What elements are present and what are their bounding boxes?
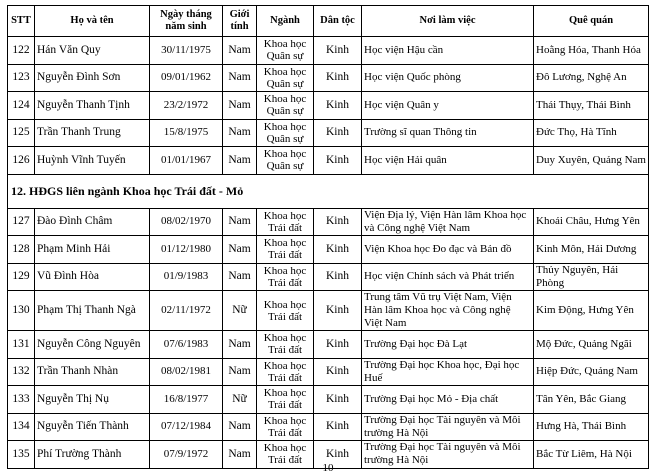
ethnicity-cell: Kinh (314, 386, 362, 414)
field-cell: Khoa học Trái đất (257, 291, 314, 331)
table-row (8, 92, 649, 120)
table-row (8, 208, 649, 236)
table-row (8, 147, 649, 175)
workplace-cell: Viện Khoa học Đo đạc và Bản đồ (362, 236, 534, 264)
ethnicity-cell: Kinh (314, 236, 362, 264)
hometown-cell: Hoằng Hóa, Thanh Hóa (534, 37, 649, 65)
table-row (8, 413, 649, 441)
dob-cell: 16/8/1977 (150, 386, 223, 414)
dob-cell: 23/2/1972 (150, 92, 223, 120)
field-cell: Khoa học Trái đất (257, 358, 314, 386)
workplace-cell: Trường Đại học Khoa học, Đại học Huế (362, 358, 534, 386)
workplace-cell: Học viện Chính sách và Phát triển (362, 263, 534, 291)
stt-cell: 132 (8, 358, 35, 386)
name-cell: Vũ Đình Hòa (35, 263, 150, 291)
name-cell: Phí Trường Thành (35, 441, 150, 469)
stt-cell: 125 (8, 119, 35, 147)
candidates-table (7, 5, 649, 469)
gender-cell: Nam (223, 37, 257, 65)
workplace-cell: Học viện Hải quân (362, 147, 534, 175)
header-stt: STT (8, 6, 35, 37)
hometown-cell: Đức Thọ, Hà Tĩnh (534, 119, 649, 147)
stt-cell: 131 (8, 331, 35, 359)
name-cell: Nguyễn Thị Nụ (35, 386, 150, 414)
workplace-cell: Học viện Hậu cần (362, 37, 534, 65)
stt-cell: 134 (8, 413, 35, 441)
workplace-cell: Trường Đại học Tài nguyên và Môi trường Hà Nội (362, 413, 534, 441)
header-name: Họ và tên (35, 6, 150, 37)
stt-cell: 135 (8, 441, 35, 469)
gender-cell: Nam (223, 92, 257, 120)
table-row (8, 386, 649, 414)
gender-cell: Nam (223, 119, 257, 147)
stt-cell: 127 (8, 208, 35, 236)
workplace-cell: Viện Địa lý, Viện Hàn lâm Khoa học và Công nghệ Việt Nam (362, 208, 534, 236)
hometown-cell: Duy Xuyên, Quảng Nam (534, 147, 649, 175)
ethnicity-cell: Kinh (314, 358, 362, 386)
field-cell: Khoa học Quân sự (257, 147, 314, 175)
header-workplace: Nơi làm việc (362, 6, 534, 37)
name-cell: Phạm Minh Hải (35, 236, 150, 264)
dob-cell: 09/01/1962 (150, 64, 223, 92)
ethnicity-cell: Kinh (314, 208, 362, 236)
hometown-cell: Đô Lương, Nghệ An (534, 64, 649, 92)
name-cell: Phạm Thị Thanh Ngà (35, 291, 150, 331)
table-row (8, 358, 649, 386)
dob-cell: 08/02/1981 (150, 358, 223, 386)
workplace-cell: Trường Đại học Tài nguyên và Môi trường Hà Nội (362, 441, 534, 469)
hometown-cell: Tân Yên, Bắc Giang (534, 386, 649, 414)
dob-cell: 08/02/1970 (150, 208, 223, 236)
gender-cell: Nam (223, 413, 257, 441)
name-cell: Nguyễn Đình Sơn (35, 64, 150, 92)
stt-cell: 129 (8, 263, 35, 291)
name-cell: Hán Văn Quy (35, 37, 150, 65)
name-cell: Trần Thanh Trung (35, 119, 150, 147)
gender-cell: Nữ (223, 291, 257, 331)
workplace-cell: Trường Đại học Mỏ - Địa chất (362, 386, 534, 414)
hometown-cell: Thủy Nguyên, Hải Phòng (534, 263, 649, 291)
dob-cell: 07/12/1984 (150, 413, 223, 441)
field-cell: Khoa học Trái đất (257, 386, 314, 414)
name-cell: Nguyễn Tiến Thành (35, 413, 150, 441)
gender-cell: Nam (223, 147, 257, 175)
ethnicity-cell: Kinh (314, 413, 362, 441)
stt-cell: 126 (8, 147, 35, 175)
stt-cell: 130 (8, 291, 35, 331)
hometown-cell: Khoái Châu, Hưng Yên (534, 208, 649, 236)
stt-cell: 133 (8, 386, 35, 414)
field-cell: Khoa học Quân sự (257, 119, 314, 147)
field-cell: Khoa học Quân sự (257, 64, 314, 92)
dob-cell: 02/11/1972 (150, 291, 223, 331)
ethnicity-cell: Kinh (314, 291, 362, 331)
gender-cell: Nam (223, 441, 257, 469)
hometown-cell: Bắc Từ Liêm, Hà Nội (534, 441, 649, 469)
ethnicity-cell: Kinh (314, 119, 362, 147)
field-cell: Khoa học Trái đất (257, 208, 314, 236)
ethnicity-cell: Kinh (314, 331, 362, 359)
workplace-cell: Trường sĩ quan Thông tin (362, 119, 534, 147)
hometown-cell: Hưng Hà, Thái Bình (534, 413, 649, 441)
stt-cell: 122 (8, 37, 35, 65)
field-cell: Khoa học Quân sự (257, 92, 314, 120)
dob-cell: 07/6/1983 (150, 331, 223, 359)
table-row (8, 119, 649, 147)
header-field: Ngành (257, 6, 314, 37)
table-row (8, 331, 649, 359)
gender-cell: Nam (223, 208, 257, 236)
dob-cell: 15/8/1975 (150, 119, 223, 147)
header-gender: Giới tính (223, 6, 257, 37)
workplace-cell: Học viện Quốc phòng (362, 64, 534, 92)
dob-cell: 01/01/1967 (150, 147, 223, 175)
hometown-cell: Hiệp Đức, Quảng Nam (534, 358, 649, 386)
section-row (8, 174, 649, 208)
ethnicity-cell: Kinh (314, 37, 362, 65)
header-dob: Ngày tháng năm sinh (150, 6, 223, 37)
field-cell: Khoa học Trái đất (257, 413, 314, 441)
name-cell: Đào Đình Châm (35, 208, 150, 236)
workplace-cell: Học viện Quân y (362, 92, 534, 120)
field-cell: Khoa học Trái đất (257, 236, 314, 264)
ethnicity-cell: Kinh (314, 147, 362, 175)
field-cell: Khoa học Trái đất (257, 263, 314, 291)
table-row (8, 64, 649, 92)
field-cell: Khoa học Quân sự (257, 37, 314, 65)
gender-cell: Nam (223, 331, 257, 359)
hometown-cell: Kinh Môn, Hải Dương (534, 236, 649, 264)
hometown-cell: Kim Động, Hưng Yên (534, 291, 649, 331)
table-row (8, 236, 649, 264)
ethnicity-cell: Kinh (314, 441, 362, 469)
header-hometown: Quê quán (534, 6, 649, 37)
dob-cell: 30/11/1975 (150, 37, 223, 65)
ethnicity-cell: Kinh (314, 263, 362, 291)
stt-cell: 123 (8, 64, 35, 92)
table-row (8, 263, 649, 291)
dob-cell: 07/9/1972 (150, 441, 223, 469)
header-ethnicity: Dân tộc (314, 6, 362, 37)
workplace-cell: Trung tâm Vũ trụ Việt Nam, Viện Hàn lâm Khoa học và Công nghệ Việt Nam (362, 291, 534, 331)
dob-cell: 01/12/1980 (150, 236, 223, 264)
name-cell: Trần Thanh Nhàn (35, 358, 150, 386)
name-cell: Nguyễn Thanh Tịnh (35, 92, 150, 120)
header-row (8, 6, 649, 37)
section-title: 12. HĐGS liên ngành Khoa học Trái đất - Mỏ (8, 174, 649, 208)
ethnicity-cell: Kinh (314, 64, 362, 92)
gender-cell: Nam (223, 358, 257, 386)
table-row (8, 291, 649, 331)
ethnicity-cell: Kinh (314, 92, 362, 120)
field-cell: Khoa học Trái đất (257, 441, 314, 469)
field-cell: Khoa học Trái đất (257, 331, 314, 359)
page-number: 10 (322, 462, 334, 474)
stt-cell: 128 (8, 236, 35, 264)
hometown-cell: Mộ Đức, Quảng Ngãi (534, 331, 649, 359)
table-row (8, 37, 649, 65)
gender-cell: Nam (223, 236, 257, 264)
workplace-cell: Trường Đại học Đà Lạt (362, 331, 534, 359)
name-cell: Nguyễn Công Nguyên (35, 331, 150, 359)
hometown-cell: Thái Thụy, Thái Bình (534, 92, 649, 120)
gender-cell: Nam (223, 64, 257, 92)
gender-cell: Nữ (223, 386, 257, 414)
name-cell: Huỳnh Vĩnh Tuyến (35, 147, 150, 175)
gender-cell: Nam (223, 263, 257, 291)
stt-cell: 124 (8, 92, 35, 120)
dob-cell: 01/9/1983 (150, 263, 223, 291)
